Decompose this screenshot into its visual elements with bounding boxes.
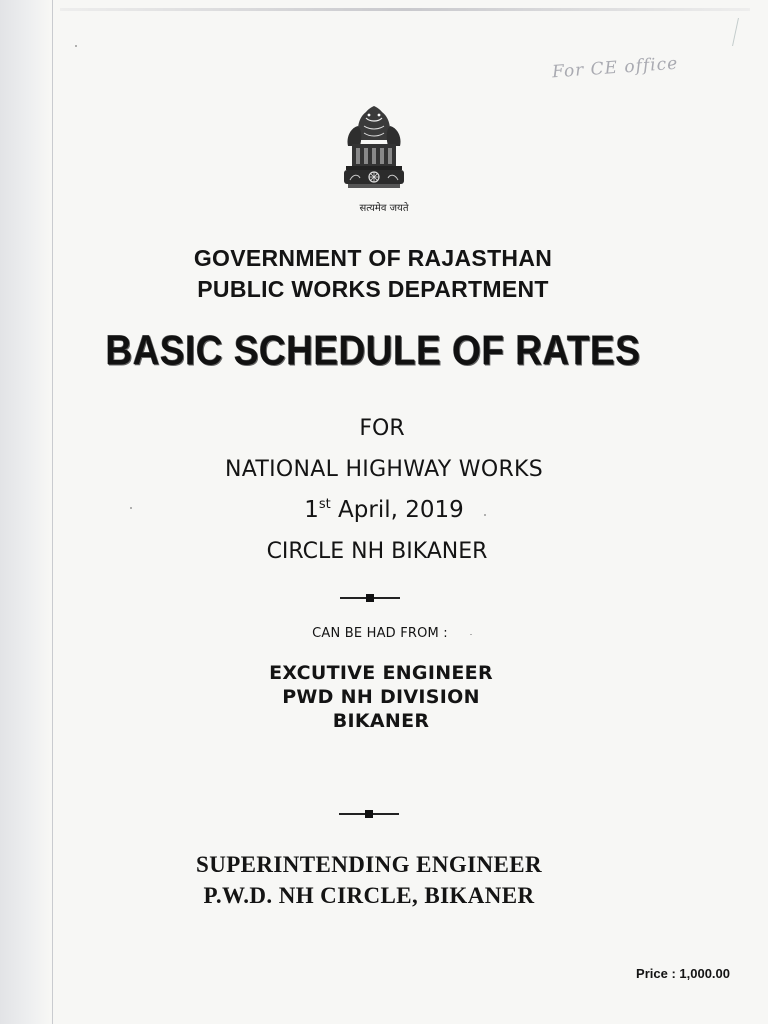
emblem-motto: सत्यमेव जयते [359, 203, 409, 214]
department-name: PUBLIC WORKS DEPARTMENT [197, 276, 549, 302]
effective-date [0, 497, 768, 523]
date-month-year: April, 2019 [330, 497, 464, 523]
office-division: PWD NH DIVISION [282, 686, 480, 708]
authority-designation: SUPERINTENDING ENGINEER [196, 852, 542, 877]
national-emblem-icon [340, 100, 408, 200]
document-title: BASIC SCHEDULE OF RATES [105, 327, 641, 374]
office-designation: EXCUTIVE ENGINEER [269, 662, 493, 684]
availability-label: CAN BE HAD FROM : [312, 626, 448, 641]
circle-name: CIRCLE NH BIKANER [266, 539, 488, 564]
divider-square [366, 594, 374, 602]
date-suffix: st [318, 497, 331, 512]
issuing-authority [0, 849, 753, 911]
date-day: 1 [304, 497, 319, 523]
works-type: NATIONAL HIGHWAY WORKS [224, 457, 544, 482]
ornament-divider-2 [339, 808, 399, 820]
scan-top-edge [60, 8, 750, 11]
folded-corner-mark [732, 18, 761, 46]
divider-square [365, 810, 373, 818]
price-label: Price : 1,000.00 [636, 966, 730, 981]
authority-office: P.W.D. NH CIRCLE, BIKANER [203, 883, 535, 908]
office-city: BIKANER [332, 710, 430, 732]
ornament-divider [340, 592, 400, 604]
availability-office [0, 661, 765, 733]
government-name: GOVERNMENT OF RAJASTHAN [193, 245, 553, 271]
scan-speck [470, 634, 472, 635]
scan-speck [130, 507, 132, 509]
handwritten-note: For CE office [551, 53, 679, 83]
scan-speck [484, 514, 486, 516]
for-label: FOR [359, 416, 405, 441]
department-header [0, 243, 757, 305]
scan-speck [75, 45, 77, 47]
